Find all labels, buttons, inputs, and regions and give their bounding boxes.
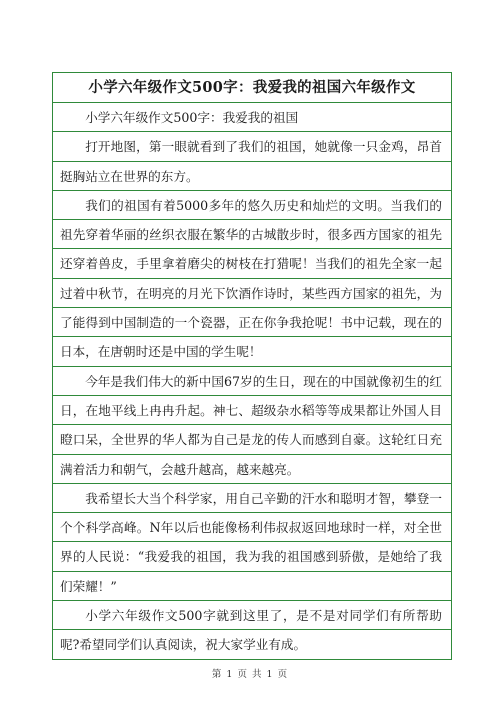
ruled-line xyxy=(53,249,451,278)
ruled-line xyxy=(53,396,451,425)
ruled-line xyxy=(53,425,451,454)
ruled-line xyxy=(53,542,451,571)
paragraph-subtitle: 小学六年级作文500字：我爱我的祖国 xyxy=(85,110,299,125)
ruled-line xyxy=(53,455,451,484)
paragraph-3: 今年是我们伟大的新中国67岁的生日，现在的中国就像初生的红日，在地平线上冉冉升起。神七、超级杂水稻等等成果都让外国人目瞪口呆，全世界的华人都为自己是龙的传人而感到自豪。这轮红日充满着活力和朝气，会越升越高，越来越亮。 xyxy=(60,373,442,477)
document-title: 小学六年级作文500字：我爱我的祖国六年级作文 xyxy=(53,73,451,103)
ruled-line xyxy=(53,132,451,161)
ruled-line xyxy=(53,601,451,630)
ruled-table xyxy=(52,72,452,660)
ruled-line xyxy=(53,572,451,601)
ruled-line xyxy=(53,103,451,132)
page-number: 第 1 页 共 1 页 xyxy=(211,669,289,680)
ruled-line xyxy=(53,191,451,220)
ruled-line xyxy=(53,162,451,191)
ruled-line xyxy=(53,337,451,366)
paragraph-1: 打开地图，第一眼就看到了我们的祖国，她就像一只金鸡，昂首挺胸站立在世界的东方。 xyxy=(60,139,442,184)
ruled-line xyxy=(53,630,451,659)
ruled-line xyxy=(53,220,451,249)
ruled-line xyxy=(53,513,451,542)
ruled-line xyxy=(53,367,451,396)
ruled-line xyxy=(53,279,451,308)
paragraph-2: 我们的祖国有着5000多年的悠久历史和灿烂的文明。当我们的祖先穿着华丽的丝织衣服在繁华的古城散步时，很多西方国家的祖先还穿着兽皮，手里拿着磨尖的树枝在打猎呢！当我们的祖先全家一起过着中秋节，在明亮的月光下饮酒作诗时，某些西方国家的祖先，为了能得到中国制造的一个瓷器，正在你争我抢呢！书中记载，现在的日本，在唐朝时还是中国的学生呢！ xyxy=(60,197,442,360)
ruled-line xyxy=(53,484,451,513)
paragraph-4: 我希望长大当个科学家，用自己辛勤的汗水和聪明才智，攀登一个个科学高峰。N年以后也能像杨利伟叔叔返回地球时一样，对全世界的人民说：“我爱我的祖国，我为我的祖国感到骄傲，是她给了我们荣耀！” xyxy=(60,490,442,594)
paragraph-5: 小学六年级作文500字就到这里了，是不是对同学们有所帮助呢?希望同学们认真阅读，祝大家学业有成。 xyxy=(60,608,442,653)
ruled-line xyxy=(53,308,451,337)
